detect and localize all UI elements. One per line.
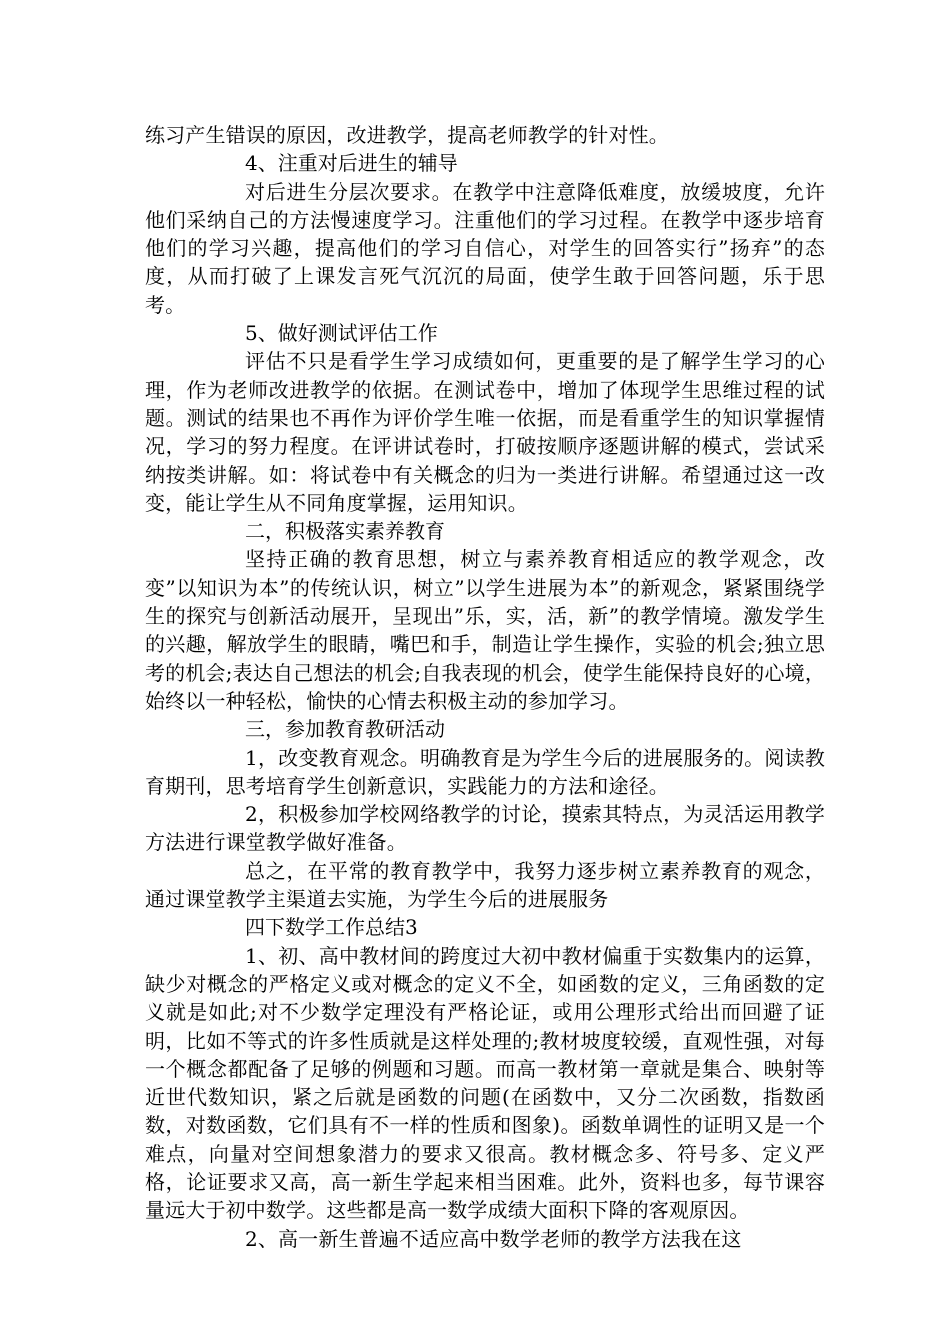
paragraph-3: 评估不只是看学生学习成绩如何，更重要的是了解学生学习的心理，作为老师改进教学的依据。在测试卷中，增加了体现学生思维过程的试题。测试的结果也不再作为评价学生唯一依据，而是看重学生的知识掌握情况，学习的努力程度。在评讲试卷时，打破按顺序逐题讲解的模式，尝试采纳按类讲解。如：将试卷中有关概念的归为一类进行讲解。希望通过这一改变，能让学生从不同角度掌握，运用知识。 — [145, 349, 825, 515]
section-heading-5: 5、做好测试评估工作 — [245, 321, 438, 346]
paragraph-1: 练习产生错误的原因，改进教学，提高老师教学的针对性。 — [145, 123, 669, 147]
paragraph-9: 2、高一新生普遍不适应高中数学老师的教学方法我在这 — [245, 1226, 742, 1251]
paragraph-2: 对后进生分层次要求。在教学中注意降低难度，放缓坡度，允许他们采纳自己的方法慢速度学习。注重他们的学习过程。在教学中逐步培育他们的学习兴趣，提高他们的学习自信心，对学生的回答实行”扬弃”的态度，从而打破了上课发言死气沉沉的局面，使学生敢于回答问题，乐于思考。 — [145, 179, 825, 317]
section-heading-4: 4、注重对后进生的辅导 — [245, 151, 458, 176]
section-heading-summary-3: 四下数学工作总结3 — [245, 915, 418, 940]
paragraph-8: 1、初、高中教材间的跨度过大初中教材偏重于实数集内的运算，缺少对概念的严格定义或对概念的定义不全，如函数的定义，三角函数的定义就是如此;对不少数学定理没有严格论证，或用公理形式给出而回避了证明，比如不等式的许多性质就是这样处理的;教材坡度较缓，直观性强，对每一个概念都配备了足够的例题和习题。而高一教材第一章就是集合、映射等近世代数知识，紧之后就是函数的问题(在函数中，又分二次函数，指数函数，对数函数，它们具有不一样的性质和图象)。函数单调性的证明又是一个难点，向量对空间想象潜力的要求又很高。教材概念多、符号多、定义严格，论证要求又高，高一新生学起来相当困难。此外，资料也多，每节课容量远大于初中数学。这些都是高一数学成绩大面积下降的客观原因。 — [145, 943, 825, 1223]
document-page — [145, 121, 825, 1253]
paragraph-7: 总之，在平常的教育教学中，我努力逐步树立素养教育的观念，通过课堂教学主渠道去实施，为学生今后的进展服务 — [145, 858, 825, 912]
paragraph-6: 2，积极参加学校网络教学的讨论，摸索其特点，为灵活运用教学方法进行课堂教学做好准备。 — [145, 802, 825, 855]
section-heading-three: 三，参加教育教研活动 — [245, 717, 445, 742]
paragraph-4: 坚持正确的教育思想，树立与素养教育相适应的教学观念，改变”以知识为本”的传统认识，树立”以学生进展为本”的新观念，紧紧围绕学生的探究与创新活动展开，呈现出”乐，实，活，新”的教学情境。激发学生的兴趣，解放学生的眼睛，嘴巴和手，制造让学生操作，实验的机会;独立思考的机会;表达自己想法的机会;自我表现的机会，使学生能保持良好的心境，始终以一种轻松，愉快的心情去积极主动的参加学习。 — [145, 547, 825, 713]
section-heading-two: 二，积极落实素养教育 — [245, 519, 445, 544]
paragraph-5: 1，改变教育观念。明确教育是为学生今后的进展服务的。阅读教育期刊，思考培育学生创新意识，实践能力的方法和途径。 — [145, 745, 825, 798]
